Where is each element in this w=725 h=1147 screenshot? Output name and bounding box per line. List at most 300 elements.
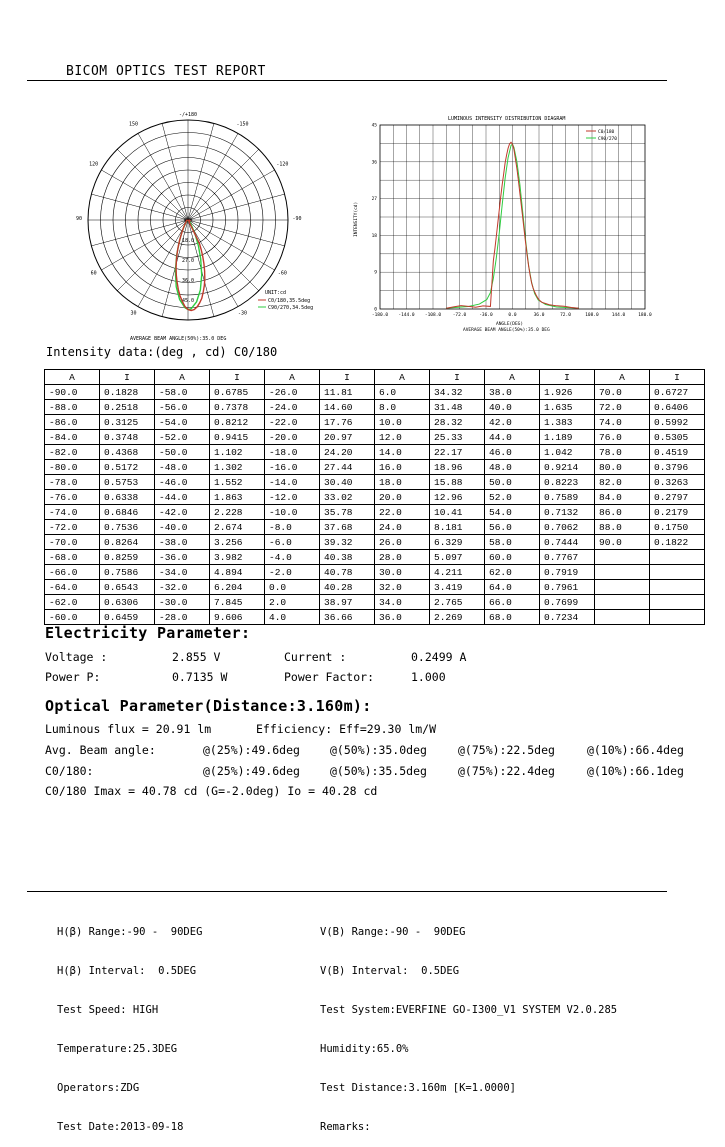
table-cell: 0.4519 xyxy=(650,445,705,460)
table-cell: 0.7961 xyxy=(540,580,595,595)
table-cell: 0.6338 xyxy=(100,490,155,505)
table-cell: 40.28 xyxy=(320,580,375,595)
table-cell: 0.1750 xyxy=(650,520,705,535)
table-cell: 1.189 xyxy=(540,430,595,445)
table-cell: -20.0 xyxy=(265,430,320,445)
table-header-cell: I xyxy=(320,370,375,385)
table-row xyxy=(45,535,705,550)
c0-beam-10: @(10%):66.1deg xyxy=(587,764,684,778)
table-cell: 58.0 xyxy=(485,535,540,550)
polar-legend-title: UNIT:cd xyxy=(265,290,287,296)
table-cell: 0.6727 xyxy=(650,385,705,400)
table-cell: 0.1828 xyxy=(100,385,155,400)
table-row xyxy=(45,595,705,610)
table-cell: 15.88 xyxy=(430,475,485,490)
polar-ring-label: 36.0 xyxy=(181,278,195,284)
table-cell: 0.8212 xyxy=(210,415,265,430)
table-cell: 0.1822 xyxy=(650,535,705,550)
table-cell: 37.68 xyxy=(320,520,375,535)
table-cell: 28.0 xyxy=(375,550,430,565)
table-cell: 0.7062 xyxy=(540,520,595,535)
polar-spoke xyxy=(188,220,285,246)
polar-spoke xyxy=(91,220,188,246)
table-cell: -72.0 xyxy=(45,520,100,535)
table-cell xyxy=(650,595,705,610)
c0-beam-75: @(75%):22.4deg xyxy=(458,764,555,778)
table-cell: 54.0 xyxy=(485,505,540,520)
table-cell: 26.0 xyxy=(375,535,430,550)
table-cell: 36.0 xyxy=(375,610,430,625)
table-cell: 0.6306 xyxy=(100,595,155,610)
polar-spoke xyxy=(91,194,188,220)
chart-ylabel: INTENSITY(cd) xyxy=(354,201,359,237)
avg-beam-25: @(25%):49.6deg xyxy=(203,743,300,757)
table-row xyxy=(45,610,705,625)
table-cell: 0.9415 xyxy=(210,430,265,445)
avg-beam-10: @(10%):66.4deg xyxy=(587,743,684,757)
chart-caption: AVERAGE BEAM ANGLE(50%):35.0 DEG xyxy=(463,328,550,333)
avg-beam-label: Avg. Beam angle: xyxy=(45,743,156,757)
c0-beam-50: @(50%):35.5deg xyxy=(330,764,427,778)
table-cell: 31.48 xyxy=(430,400,485,415)
table-cell: -2.0 xyxy=(265,565,320,580)
table-cell: 6.204 xyxy=(210,580,265,595)
table-row xyxy=(45,430,705,445)
table-cell: -48.0 xyxy=(155,460,210,475)
table-header-cell: A xyxy=(265,370,320,385)
intensity-table-caption: Intensity data:(deg , cd) C0/180 xyxy=(46,345,278,359)
table-cell: 0.5305 xyxy=(650,430,705,445)
table-row xyxy=(45,520,705,535)
polar-ring-label: 18.0 xyxy=(181,238,195,244)
report-title: BICOM OPTICS TEST REPORT xyxy=(66,64,266,79)
table-cell: 24.0 xyxy=(375,520,430,535)
table-cell: 12.0 xyxy=(375,430,430,445)
power-label: Power P: xyxy=(45,670,101,684)
table-cell: 30.40 xyxy=(320,475,375,490)
y-tick-label: 18 xyxy=(371,233,377,239)
table-row xyxy=(45,565,705,580)
polar-spoke xyxy=(117,149,188,220)
polar-spoke xyxy=(162,123,188,220)
polar-curves xyxy=(175,220,204,311)
table-cell: 34.32 xyxy=(430,385,485,400)
table-cell: 3.419 xyxy=(430,580,485,595)
table-cell: 0.7234 xyxy=(540,610,595,625)
footer-test-date: Test Date:2013-09-18 xyxy=(57,1121,184,1133)
table-cell: -80.0 xyxy=(45,460,100,475)
y-tick-label: 0 xyxy=(374,307,377,313)
table-cell: -10.0 xyxy=(265,505,320,520)
table-cell: 11.81 xyxy=(320,385,375,400)
x-tick-label: -36.0 xyxy=(479,313,493,318)
table-cell: 34.0 xyxy=(375,595,430,610)
table-cell: 82.0 xyxy=(595,475,650,490)
power-factor-value: 1.000 xyxy=(411,670,446,684)
table-cell: 1.042 xyxy=(540,445,595,460)
table-cell: 3.256 xyxy=(210,535,265,550)
polar-spoke xyxy=(138,133,188,220)
voltage-label: Voltage : xyxy=(45,650,108,664)
electricity-heading: Electricity Parameter: xyxy=(45,624,251,642)
table-cell xyxy=(650,550,705,565)
table-cell: 16.0 xyxy=(375,460,430,475)
chart-title: LUMINOUS INTENSITY DISTRIBUTION DIAGRAM xyxy=(448,116,566,122)
table-cell: 27.44 xyxy=(320,460,375,475)
table-cell: 0.2797 xyxy=(650,490,705,505)
polar-labels xyxy=(76,112,302,316)
table-cell: 84.0 xyxy=(595,490,650,505)
table-cell: 32.0 xyxy=(375,580,430,595)
table-cell: 60.0 xyxy=(485,550,540,565)
table-cell: -18.0 xyxy=(265,445,320,460)
table-cell: 0.7444 xyxy=(540,535,595,550)
table-cell: -30.0 xyxy=(155,595,210,610)
polar-angle-label: -90 xyxy=(292,216,302,222)
table-cell: -66.0 xyxy=(45,565,100,580)
polar-ring-label: 9.0 xyxy=(183,218,193,224)
table-cell: 0.7132 xyxy=(540,505,595,520)
table-cell: 0.8223 xyxy=(540,475,595,490)
table-cell: 2.765 xyxy=(430,595,485,610)
y-tick-label: 9 xyxy=(374,270,377,276)
table-cell: -6.0 xyxy=(265,535,320,550)
table-row xyxy=(45,400,705,415)
table-cell: -76.0 xyxy=(45,490,100,505)
table-cell: 0.3263 xyxy=(650,475,705,490)
c0-beam-25: @(25%):49.6deg xyxy=(203,764,300,778)
table-cell: 18.96 xyxy=(430,460,485,475)
table-cell: 68.0 xyxy=(485,610,540,625)
table-cell: 0.3796 xyxy=(650,460,705,475)
table-cell: -88.0 xyxy=(45,400,100,415)
intensity-table-body xyxy=(45,385,705,625)
current-label: Current : xyxy=(284,650,347,664)
table-header-cell: I xyxy=(210,370,265,385)
table-cell: -26.0 xyxy=(265,385,320,400)
x-tick-label: -108.0 xyxy=(424,313,442,318)
table-cell: 64.0 xyxy=(485,580,540,595)
table-cell: 0.3125 xyxy=(100,415,155,430)
x-tick-label: 144.0 xyxy=(611,313,626,318)
table-cell: 0.6459 xyxy=(100,610,155,625)
table-cell xyxy=(650,610,705,625)
table-cell: -84.0 xyxy=(45,430,100,445)
table-cell: -64.0 xyxy=(45,580,100,595)
table-cell: 6.0 xyxy=(375,385,430,400)
table-cell: 35.78 xyxy=(320,505,375,520)
footer-operators: Operators:ZDG xyxy=(57,1082,140,1094)
table-cell: -58.0 xyxy=(155,385,210,400)
table-cell: 56.0 xyxy=(485,520,540,535)
x-tick-label: 108.0 xyxy=(585,313,599,318)
table-cell: 1.635 xyxy=(540,400,595,415)
polar-ring-label: 45.0 xyxy=(181,298,195,304)
polar-spoke xyxy=(188,220,259,291)
footer-test-system: Test System:EVERFINE GO-I300_V1 SYSTEM V2.0.285 xyxy=(320,1004,618,1016)
table-cell: -52.0 xyxy=(155,430,210,445)
table-cell: 0.7589 xyxy=(540,490,595,505)
x-tick-label: 0.0 xyxy=(508,313,517,318)
table-cell: 66.0 xyxy=(485,595,540,610)
footer-h-range: H(β) Range:-90 - 90DEG xyxy=(57,926,203,938)
intensity-table xyxy=(44,369,705,625)
y-tick-label: 27 xyxy=(371,197,377,203)
table-cell: 2.228 xyxy=(210,505,265,520)
power-factor-label: Power Factor: xyxy=(284,670,375,684)
footer-temperature: Temperature:25.3DEG xyxy=(57,1043,178,1055)
polar-ring-label: 27.0 xyxy=(181,258,195,264)
table-cell: -40.0 xyxy=(155,520,210,535)
table-cell: 1.383 xyxy=(540,415,595,430)
chart-legend-c0-label: C0/180 xyxy=(598,130,615,135)
table-cell: 14.0 xyxy=(375,445,430,460)
table-row xyxy=(45,505,705,520)
table-cell: -24.0 xyxy=(265,400,320,415)
table-cell: 8.181 xyxy=(430,520,485,535)
polar-angle-label: -150 xyxy=(236,121,249,128)
table-cell: 48.0 xyxy=(485,460,540,475)
optical-heading: Optical Parameter(Distance:3.160m): xyxy=(45,697,372,715)
table-cell: 12.96 xyxy=(430,490,485,505)
table-cell: 1.863 xyxy=(210,490,265,505)
table-cell xyxy=(595,580,650,595)
table-cell: 0.5753 xyxy=(100,475,155,490)
table-header-cell: I xyxy=(100,370,155,385)
table-cell: -74.0 xyxy=(45,505,100,520)
table-cell: -28.0 xyxy=(155,610,210,625)
table-cell: 38.97 xyxy=(320,595,375,610)
table-header-cell: I xyxy=(430,370,485,385)
table-cell xyxy=(595,595,650,610)
polar-angle-label: -30 xyxy=(237,310,248,317)
polar-angle-label: 90 xyxy=(75,216,83,222)
table-cell: 25.33 xyxy=(430,430,485,445)
x-tick-label: 36.0 xyxy=(533,313,545,318)
table-cell: -12.0 xyxy=(265,490,320,505)
table-row xyxy=(45,490,705,505)
table-cell: 28.32 xyxy=(430,415,485,430)
table-cell: 50.0 xyxy=(485,475,540,490)
table-cell: 24.20 xyxy=(320,445,375,460)
polar-angle-label: -60 xyxy=(277,270,287,277)
table-cell xyxy=(595,550,650,565)
table-header-cell: A xyxy=(45,370,100,385)
table-cell: 10.41 xyxy=(430,505,485,520)
table-cell: 88.0 xyxy=(595,520,650,535)
table-cell: 0.7699 xyxy=(540,595,595,610)
polar-angle-label: 150 xyxy=(128,121,139,128)
footer-test-distance: Test Distance:3.160m [K=1.0000] xyxy=(320,1082,516,1094)
table-cell: 4.894 xyxy=(210,565,265,580)
table-header-cell: A xyxy=(485,370,540,385)
table-cell: 8.0 xyxy=(375,400,430,415)
table-cell: -90.0 xyxy=(45,385,100,400)
table-cell: -46.0 xyxy=(155,475,210,490)
table-cell: -8.0 xyxy=(265,520,320,535)
x-tick-label: 72.0 xyxy=(560,313,571,318)
table-cell: 4.211 xyxy=(430,565,485,580)
table-cell xyxy=(595,565,650,580)
table-cell: 17.76 xyxy=(320,415,375,430)
table-cell: 5.097 xyxy=(430,550,485,565)
polar-spoke xyxy=(101,220,188,270)
table-cell: 20.0 xyxy=(375,490,430,505)
table-cell: 20.97 xyxy=(320,430,375,445)
table-cell xyxy=(650,580,705,595)
table-header-cell: I xyxy=(540,370,595,385)
polar-angle-label: 60 xyxy=(90,270,97,277)
table-cell: 22.0 xyxy=(375,505,430,520)
table-cell: -62.0 xyxy=(45,595,100,610)
table-cell: 80.0 xyxy=(595,460,650,475)
table-cell: -60.0 xyxy=(45,610,100,625)
table-cell: 90.0 xyxy=(595,535,650,550)
table-cell: 1.302 xyxy=(210,460,265,475)
table-cell: 39.32 xyxy=(320,535,375,550)
table-cell: -16.0 xyxy=(265,460,320,475)
chart-xlabel: ANGLE(DEG) xyxy=(496,322,524,327)
x-tick-label: -180.0 xyxy=(371,313,389,318)
table-cell: 38.0 xyxy=(485,385,540,400)
footer-remarks: Remarks: xyxy=(320,1121,371,1133)
avg-beam-50: @(50%):35.0deg xyxy=(330,743,427,757)
table-cell: 10.0 xyxy=(375,415,430,430)
footer-v-interval: V(B) Interval: 0.5DEG xyxy=(320,965,460,977)
table-cell: 9.606 xyxy=(210,610,265,625)
table-cell: 44.0 xyxy=(485,430,540,445)
table-cell: -36.0 xyxy=(155,550,210,565)
table-cell: 3.982 xyxy=(210,550,265,565)
table-cell: 0.8259 xyxy=(100,550,155,565)
footer-test-speed: Test Speed: HIGH xyxy=(57,1004,159,1016)
luminous-intensity-chart xyxy=(350,110,660,335)
table-cell: 74.0 xyxy=(595,415,650,430)
table-cell: 6.329 xyxy=(430,535,485,550)
polar-spoke xyxy=(188,170,275,220)
table-header-cell: A xyxy=(375,370,430,385)
table-cell: 36.66 xyxy=(320,610,375,625)
polar-spoke xyxy=(188,123,214,220)
table-cell: 46.0 xyxy=(485,445,540,460)
table-row xyxy=(45,415,705,430)
polar-spoke xyxy=(188,194,285,220)
imax-line: C0/180 Imax = 40.78 cd (G=-2.0deg) Io = 40.28 cd xyxy=(45,784,378,798)
table-cell: -34.0 xyxy=(155,565,210,580)
intensity-table-header xyxy=(45,370,705,385)
table-cell: 0.3748 xyxy=(100,430,155,445)
table-cell: 0.6543 xyxy=(100,580,155,595)
table-cell: 0.5172 xyxy=(100,460,155,475)
polar-spoke xyxy=(188,149,259,220)
table-cell: 0.6406 xyxy=(650,400,705,415)
table-row xyxy=(45,445,705,460)
table-cell: -56.0 xyxy=(155,400,210,415)
chart-ticks xyxy=(372,123,652,319)
table-cell: 2.674 xyxy=(210,520,265,535)
table-cell: 14.60 xyxy=(320,400,375,415)
table-cell: 0.9214 xyxy=(540,460,595,475)
polar-legend-c90-label: C90/270,34.5deg xyxy=(268,305,314,311)
table-row xyxy=(45,385,705,400)
table-cell: 1.926 xyxy=(540,385,595,400)
footer-left xyxy=(57,900,202,1147)
luminous-flux: Luminous flux = 20.91 lm xyxy=(45,722,212,736)
polar-angle-label: 30 xyxy=(130,310,137,317)
table-cell: 0.7767 xyxy=(540,550,595,565)
table-cell: -70.0 xyxy=(45,535,100,550)
c0-beam-label: C0/180: xyxy=(45,764,94,778)
table-cell: 0.7378 xyxy=(210,400,265,415)
table-row xyxy=(45,475,705,490)
polar-spoke xyxy=(188,220,238,307)
table-cell: 76.0 xyxy=(595,430,650,445)
current-value: 0.2499 A xyxy=(411,650,467,664)
table-cell: -32.0 xyxy=(155,580,210,595)
table-cell: 52.0 xyxy=(485,490,540,505)
table-row xyxy=(45,550,705,565)
table-cell: 86.0 xyxy=(595,505,650,520)
table-cell: 0.0 xyxy=(265,580,320,595)
table-row xyxy=(45,580,705,595)
table-cell: -78.0 xyxy=(45,475,100,490)
table-cell: -54.0 xyxy=(155,415,210,430)
table-cell: 30.0 xyxy=(375,565,430,580)
table-cell: 0.4368 xyxy=(100,445,155,460)
table-cell: 70.0 xyxy=(595,385,650,400)
voltage-value: 2.855 V xyxy=(172,650,221,664)
table-cell: 33.02 xyxy=(320,490,375,505)
table-cell: 0.7586 xyxy=(100,565,155,580)
efficiency: Efficiency: Eff=29.30 lm/W xyxy=(256,722,437,736)
table-header-cell: A xyxy=(595,370,650,385)
polar-spoke xyxy=(101,170,188,220)
table-cell: 22.17 xyxy=(430,445,485,460)
table-cell: -50.0 xyxy=(155,445,210,460)
avg-beam-75: @(75%):22.5deg xyxy=(458,743,555,757)
table-cell: -44.0 xyxy=(155,490,210,505)
polar-curve xyxy=(175,220,201,310)
polar-angle-label: 120 xyxy=(89,161,99,168)
polar-legend-c0-label: C0/180,35.5deg xyxy=(268,298,311,304)
power-value: 0.7135 W xyxy=(172,670,228,684)
table-cell: -82.0 xyxy=(45,445,100,460)
polar-angle-label: -120 xyxy=(276,161,289,168)
table-cell: 0.5992 xyxy=(650,415,705,430)
table-cell: 0.2518 xyxy=(100,400,155,415)
table-row xyxy=(45,460,705,475)
polar-intensity-diagram xyxy=(40,104,340,344)
table-cell: 4.0 xyxy=(265,610,320,625)
table-cell: -86.0 xyxy=(45,415,100,430)
table-cell: 78.0 xyxy=(595,445,650,460)
chart-grid xyxy=(380,125,645,309)
table-cell xyxy=(595,610,650,625)
table-cell: 18.0 xyxy=(375,475,430,490)
table-cell: 40.38 xyxy=(320,550,375,565)
footer-right xyxy=(320,900,617,1147)
y-tick-label: 45 xyxy=(371,123,377,129)
table-header-cell: A xyxy=(155,370,210,385)
table-cell: 0.6846 xyxy=(100,505,155,520)
table-cell: 0.6785 xyxy=(210,385,265,400)
polar-spoke xyxy=(138,220,188,307)
table-cell: 0.8264 xyxy=(100,535,155,550)
table-cell: -14.0 xyxy=(265,475,320,490)
header-divider xyxy=(27,80,667,81)
table-header-cell: I xyxy=(650,370,705,385)
table-cell: 0.7536 xyxy=(100,520,155,535)
